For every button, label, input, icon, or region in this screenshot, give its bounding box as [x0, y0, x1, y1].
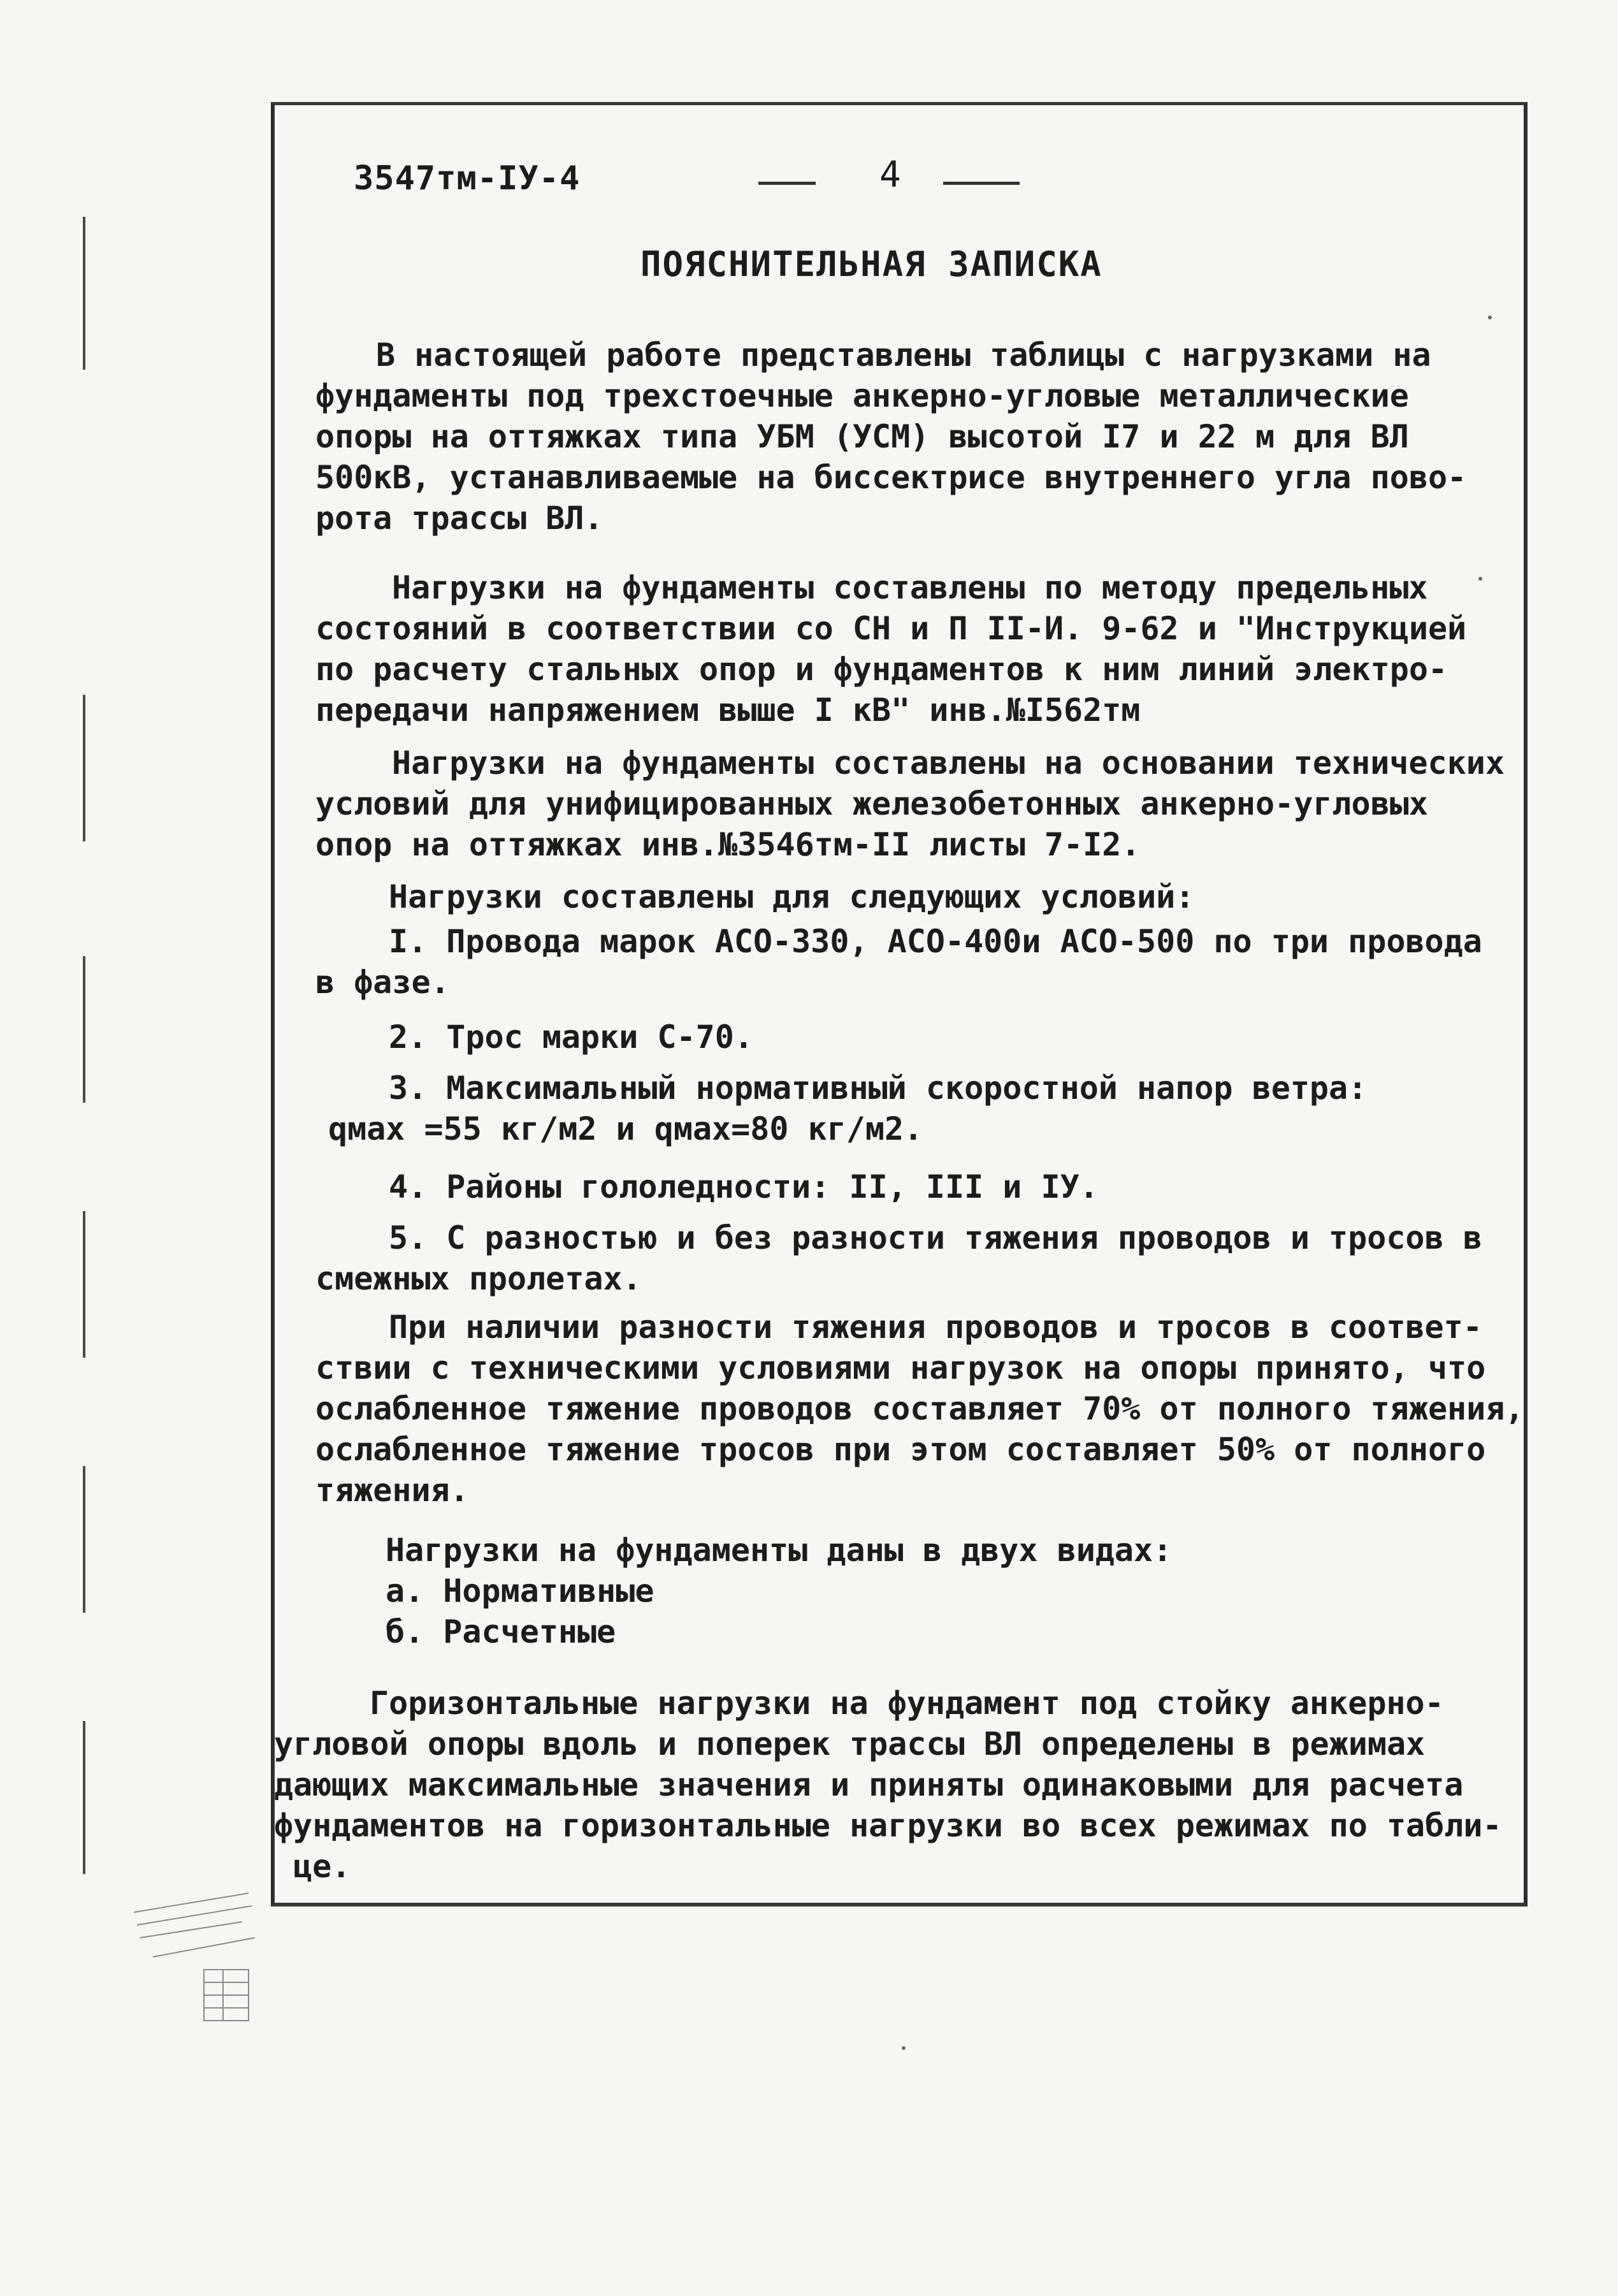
page-number: 4 [879, 154, 902, 196]
text-line: передачи напряжением выше I кВ" инв.№I562тм [315, 692, 1141, 729]
text-line: фундаментов на горизонтальные нагрузки во всех режимах по табли- [274, 1807, 1502, 1844]
list-item [315, 1017, 753, 1057]
margin-mark [83, 1466, 85, 1613]
text-line: в фазе. [315, 964, 450, 1001]
text-line: опоры на оттяжках типа УБМ (УСМ) высотой I7 и 22 м для ВЛ [315, 418, 1409, 455]
paragraph-horizontal-loads [274, 1683, 1502, 1887]
text-line: 5. С разностью и без разности тяжения проводов и тросов в [389, 1219, 1482, 1256]
text-line: а. Нормативные [386, 1573, 654, 1609]
speck [1488, 316, 1492, 319]
text-line: смежных пролетах. [315, 1260, 642, 1297]
page-number-dash-right [943, 182, 1020, 185]
text-line: ослабленное тяжение тросов при этом составляет 50% от полного [315, 1431, 1486, 1468]
text-line: qмах =55 кг/м2 и qмах=80 кг/м2. [328, 1110, 923, 1147]
text-line: фундаменты под трехстоечные анкерно-угловые металлические [315, 377, 1409, 414]
text-line: б. Расчетные [386, 1613, 616, 1650]
page-number-dash-left [758, 182, 816, 185]
text-line: це. [293, 1848, 351, 1885]
text-line: рота трассы ВЛ. [315, 500, 603, 537]
text-line: 2. Трос марки С-70. [389, 1019, 753, 1056]
paragraph-method [315, 567, 1466, 730]
list-item [315, 1068, 1367, 1149]
list-item [315, 1217, 1482, 1299]
page-title: ПОЯСНИТЕЛЬНАЯ ЗАПИСКА [640, 244, 1102, 284]
text-line: Нагрузки составлены для следующих условий: [389, 878, 1195, 915]
text-line: Нагрузки на фундаменты составлены по методу предельных [392, 569, 1428, 606]
list-item [315, 1166, 1099, 1207]
speck [1478, 577, 1482, 581]
paragraph-conditions-heading [315, 876, 1194, 917]
margin-mark [83, 1211, 85, 1358]
text-line: Нагрузки на фундаменты составлены на основании технических [392, 745, 1505, 781]
margin-mark [83, 695, 85, 841]
text-line: ствии с техническими условиями нагрузок на опоры принято, что [315, 1349, 1486, 1386]
paragraph-load-types [315, 1530, 1172, 1652]
speck [902, 2046, 906, 2050]
text-line: по расчету стальных опор и фундаментов к ним линий электро- [315, 651, 1448, 688]
text-line: дающих максимальные значения и приняты одинаковыми для расчета [274, 1766, 1464, 1803]
text-line: угловой опоры вдоль и поперек трассы ВЛ определены в режимах [274, 1726, 1426, 1762]
list-item [315, 921, 1482, 1003]
stamp-mark [127, 1887, 261, 2027]
paragraph-tension [315, 1307, 1524, 1511]
text-line: Горизонтальные нагрузки на фундамент под стойку анкерно- [370, 1685, 1444, 1722]
text-line: 500кВ, устанавливаемые на биссектрисе внутреннего угла пово- [315, 459, 1467, 496]
margin-mark [83, 1721, 85, 1874]
text-line: ослабленное тяжение проводов составляет 70% от полного тяжения, [315, 1390, 1524, 1427]
text-line: условий для унифицированных железобетонных анкерно-угловых [315, 785, 1428, 822]
text-line: Нагрузки на фундаменты даны в двух видах: [386, 1532, 1173, 1569]
text-line: В настоящей работе представлены таблицы с нагрузками на [376, 337, 1431, 374]
document-code: 3547тм-IУ-4 [354, 159, 581, 198]
text-line: опор на оттяжках инв.№3546тм-II листы 7-I2. [315, 826, 1141, 863]
text-line: состояний в соответствии со СН и П II-И. 9-62 и "Инструкцией [315, 610, 1467, 647]
text-line: I. Провода марок АСО-330, АСО-400и АСО-500 по три провода [389, 923, 1482, 960]
margin-mark [83, 217, 85, 370]
text-line: тяжения. [315, 1472, 469, 1509]
text-line: 4. Районы гололедности: II, III и IУ. [389, 1168, 1099, 1205]
paragraph-intro [315, 335, 1466, 539]
text-line: 3. Максимальный нормативный скоростной напор ветра: [389, 1070, 1368, 1107]
paragraph-basis [315, 743, 1505, 865]
text-line: При наличии разности тяжения проводов и тросов в соответ- [389, 1309, 1482, 1346]
margin-mark [83, 956, 85, 1103]
